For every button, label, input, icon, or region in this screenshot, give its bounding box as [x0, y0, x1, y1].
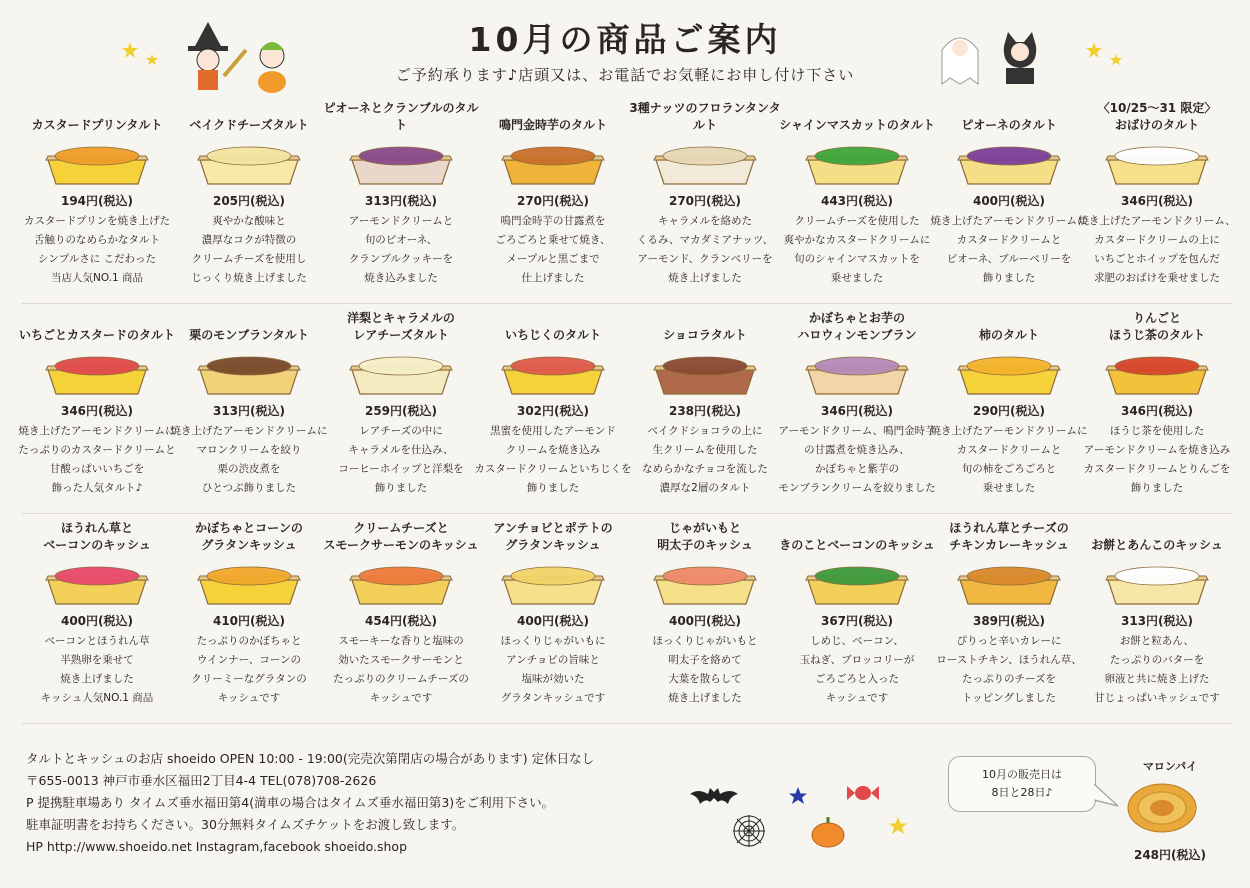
product-name: ほうれん草とチーズの チキンカレーキッシュ: [949, 521, 1069, 552]
shop-hours: タルトとキッシュのお店 shoeido OPEN 10:00 - 19:00(完売次第閉店の場合があります) 定休日なし: [26, 751, 595, 766]
product-name: ピオーネとクランブルのタルト: [323, 101, 479, 132]
parking-info: P 提携駐車場あり タイムズ垂水福田第4(満車の場合はタイムズ垂水福田第3)をご利用下さい。: [26, 795, 555, 810]
product-name: 3種ナッツのフロランタンタルト: [629, 101, 781, 132]
tart-illustration: [498, 140, 608, 188]
product-item: [170, 304, 328, 513]
product-description: ベーコンとほうれん草 半熟卵を乗せて 焼き上げました キッシュ人気NO.1 商品: [40, 635, 154, 704]
tart-illustration: [1102, 140, 1212, 188]
ghost-character-icon: [938, 26, 1048, 86]
star-icon: [1086, 40, 1126, 70]
speech-bubble-tail: [1094, 780, 1120, 810]
product-price: 400円(税込): [60, 614, 134, 628]
product-description: ぴりっと辛いカレーに ローストチキン、ほうれん草、 たっぷりのチーズを トッピングしました: [936, 635, 1082, 704]
product-price: 400円(税込): [516, 614, 590, 628]
product-price: 454円(税込): [364, 614, 438, 628]
tart-illustration: [802, 560, 912, 608]
product-description: ベイクドショコラの上に 生クリームを使用した なめらかなチョコを流した 濃厚な2層のタルト: [642, 425, 768, 494]
tart-illustration: [194, 560, 304, 608]
product-name: きのことベーコンのキッシュ: [779, 538, 935, 552]
product-description: 焼き上げたアーモンドクリームに カスタードクリームと 旬の柿をごろごろと 乗せました: [930, 425, 1088, 494]
product-description: スモーキーな香りと塩味の 効いたスモークサーモンと たっぷりのクリームチーズの キッシュです: [333, 635, 469, 704]
product-item: [474, 304, 632, 513]
product-item: [18, 304, 176, 513]
product-name: いちじくのタルト: [504, 328, 601, 342]
product-price: 270円(税込): [516, 194, 590, 208]
tart-illustration: [1102, 560, 1212, 608]
star-icon: [788, 786, 808, 806]
product-price: 346円(税込): [1120, 404, 1194, 418]
product-name: アンチョビとポテトの グラタンキッシュ: [493, 521, 613, 552]
product-price: 346円(税込): [820, 404, 894, 418]
product-name: 〈10/25〜31 限定〉 おばけのタルト: [1097, 101, 1217, 132]
tart-illustration: [954, 140, 1064, 188]
product-description: 鳴門金時芋の甘露煮を ごろごろと乗せて焼き、 メープルと黒ごまで 仕上げました: [495, 215, 611, 284]
product-name: じゃがいもと 明太子のキッシュ: [657, 521, 753, 552]
product-description: カスタードプリンを焼き上げた 舌触りのなめらかなタルト シンプルさに こだわった 当店人気NO.1 商品: [23, 215, 171, 284]
product-name: ほうれん草と ベーコンのキッシュ: [43, 521, 151, 552]
parking-ticket-info: 駐車証明書をお持ちください。30分無料タイムズチケットをお渡し致します。: [26, 817, 465, 832]
product-description: ほうじ茶を使用した アーモンドクリームを焼き込み カスタードクリームとりんごを 飾りました: [1083, 425, 1231, 494]
product-item: [930, 94, 1088, 303]
product-item: [478, 94, 628, 303]
product-item: [934, 514, 1084, 723]
product-price: 346円(税込): [1120, 194, 1194, 208]
product-price: 313円(税込): [364, 194, 438, 208]
marron-pie-name: マロンパイ: [1142, 760, 1198, 773]
product-item: [174, 514, 324, 723]
spider-web-icon: [732, 814, 766, 848]
tart-illustration: [346, 140, 456, 188]
tart-illustration: [802, 350, 912, 398]
product-name: シャインマスカットのタルト: [779, 118, 935, 132]
product-price: 313円(税込): [212, 404, 286, 418]
product-name: ピオーネのタルト: [961, 118, 1057, 132]
product-name: 柿のタルト: [978, 328, 1039, 342]
product-price: 400円(税込): [668, 614, 742, 628]
product-description: 焼き上げたアーモンドクリームに カスタードクリームと ピオーネ、ブルーベリーを 飾りました: [930, 215, 1088, 284]
product-grid: [18, 94, 1236, 724]
product-description: 黒蜜を使用したアーモンド クリームを焼き込み カスタードクリームといちじくを 飾りました: [474, 425, 632, 494]
product-item: [1078, 94, 1236, 303]
product-row: [22, 94, 1236, 304]
product-description: アーモンドクリーム、鳴門金時芋 の甘露煮を焼き込み、 かぼちゃと紫芋の モンブランクリームを絞りました: [778, 425, 936, 494]
product-name: 洋梨とキャラメルの レアチーズタルト: [347, 311, 455, 342]
product-price: 443円(税込): [820, 194, 894, 208]
product-price: 290円(税込): [972, 404, 1046, 418]
product-description: 焼き上げたアーモンドクリームに マロンクリームを絞り 栗の渋皮煮を ひとつぶ飾りました: [170, 425, 328, 494]
product-name: クリームチーズと スモークサーモンのキッシュ: [323, 521, 479, 552]
page-subtitle: ご予約承ります♪店頭又は、お電話でお気軽にお申し付け下さい: [395, 66, 855, 84]
product-item: [779, 514, 935, 723]
star-icon: [122, 40, 162, 70]
product-price: 238円(税込): [668, 404, 742, 418]
product-item: [778, 304, 936, 513]
product-price: 259円(税込): [364, 404, 438, 418]
product-price: 389円(税込): [972, 614, 1046, 628]
product-name: 鳴門金時芋のタルト: [498, 118, 607, 132]
product-item: [1082, 304, 1232, 513]
product-item: [323, 94, 479, 303]
product-name: 栗のモンブランタルト: [189, 328, 309, 342]
tart-illustration: [42, 140, 152, 188]
web-links: HP http://www.shoeido.net Instagram,facebook shoeido.shop: [26, 839, 407, 854]
product-name: かぼちゃとコーンの グラタンキッシュ: [195, 521, 303, 552]
shop-address: 〒655-0013 神戸市垂水区福田2丁目4-4 TEL(078)708-2626: [26, 773, 377, 788]
product-name: かぼちゃとお芋の ハロウィンモンブラン: [797, 311, 917, 342]
product-description: キャラメルを絡めた くるみ、マカダミアナッツ、 アーモンド、クランベリーを 焼き上げました: [636, 215, 774, 284]
product-description: お餅と粒あん、 たっぷりのバターを 卵液と共に焼き上げた 甘じょっぱいキッシュです: [1094, 635, 1220, 704]
product-name: りんごと ほうじ茶のタルト: [1108, 311, 1205, 342]
product-item: [22, 94, 172, 303]
product-description: ほっくりじゃがいもに アンチョビの旨味と 塩味が効いた グラタンキッシュです: [500, 635, 606, 704]
product-price: 194円(税込): [60, 194, 134, 208]
product-description: ほっくりじゃがいもと 明太子を絡めて 大葉を散らして 焼き上げました: [652, 635, 758, 704]
product-description: アーモンドクリームと 旬のピオーネ、 クランブルクッキーを 焼き込みました: [348, 215, 454, 284]
page-title: 10月の商品ご案内: [468, 20, 782, 59]
product-price: 410円(税込): [212, 614, 286, 628]
product-item: [323, 514, 479, 723]
product-item: [630, 94, 780, 303]
candy-icon: [846, 780, 880, 806]
product-name: お餅とあんこのキッシュ: [1091, 538, 1223, 552]
product-price: 400円(税込): [972, 194, 1046, 208]
marron-pie-image: [1124, 780, 1200, 834]
tart-illustration: [194, 350, 304, 398]
tart-illustration: [194, 140, 304, 188]
product-price: 346円(税込): [60, 404, 134, 418]
bat-icon: [690, 786, 738, 808]
product-price: 313円(税込): [1120, 614, 1194, 628]
tart-illustration: [346, 560, 456, 608]
tart-illustration: [802, 140, 912, 188]
product-description: たっぷりのかぼちゃと ウインナー、コーンの クリーミーなグラタンの キッシュです: [191, 635, 307, 704]
shop-info: [26, 748, 594, 858]
product-price: 270円(税込): [668, 194, 742, 208]
product-row: [18, 304, 1232, 514]
witch-character-icon: [180, 22, 300, 94]
product-description: しめじ、ベーコン、 玉ねぎ、ブロッコリーが ごろごろと入った キッシュです: [799, 635, 915, 704]
pumpkin-icon: [810, 816, 846, 848]
tart-illustration: [650, 140, 760, 188]
product-item: [630, 304, 780, 513]
product-name: ベイクドチーズタルト: [189, 118, 309, 132]
product-item: [630, 514, 780, 723]
product-item: [174, 94, 324, 303]
product-item: [779, 94, 935, 303]
product-item: [22, 514, 172, 723]
tart-illustration: [650, 560, 760, 608]
marron-pie-price: 248円(税込): [1133, 848, 1207, 862]
product-row: [22, 514, 1232, 724]
tart-illustration: [498, 560, 608, 608]
tart-illustration: [954, 560, 1064, 608]
tart-illustration: [498, 350, 608, 398]
tart-illustration: [650, 350, 760, 398]
product-description: 焼き上げたアーモンドクリームに たっぷりのカスタードクリームと 甘酸っぱいいちごを 飾った人気タルト♪: [18, 425, 176, 494]
product-name: いちごとカスタードのタルト: [18, 328, 175, 342]
tart-illustration: [1102, 350, 1212, 398]
sale-date-note: 10月の販売日は 8日と28日♪: [948, 756, 1096, 812]
tart-illustration: [42, 560, 152, 608]
product-price: 367円(税込): [820, 614, 894, 628]
product-description: 焼き上げたアーモンドクリーム、 カスタードクリームの上に いちごとホイップを包んだ 求肥のおばけを乗せました: [1078, 215, 1236, 284]
product-price: 205円(税込): [212, 194, 286, 208]
tart-illustration: [42, 350, 152, 398]
product-item: [326, 304, 476, 513]
product-item: [1082, 514, 1232, 723]
star-icon: [888, 816, 908, 836]
product-description: クリームチーズを使用した 爽やかなカスタードクリームに 旬のシャインマスカットを 乗せました: [783, 215, 931, 284]
product-name: カスタードプリンタルト: [31, 118, 163, 132]
tart-illustration: [346, 350, 456, 398]
product-description: レアチーズの中に キャラメルを仕込み、 コーヒーホイップと洋梨を 飾りました: [338, 425, 464, 494]
product-description: 爽やかな酸味と 濃厚なコクが特徴の クリームチーズを使用し じっくり焼き上げました: [191, 215, 307, 284]
product-name: ショコラタルト: [663, 328, 747, 342]
product-price: 302円(税込): [516, 404, 590, 418]
product-item: [930, 304, 1088, 513]
product-item: [478, 514, 628, 723]
tart-illustration: [954, 350, 1064, 398]
